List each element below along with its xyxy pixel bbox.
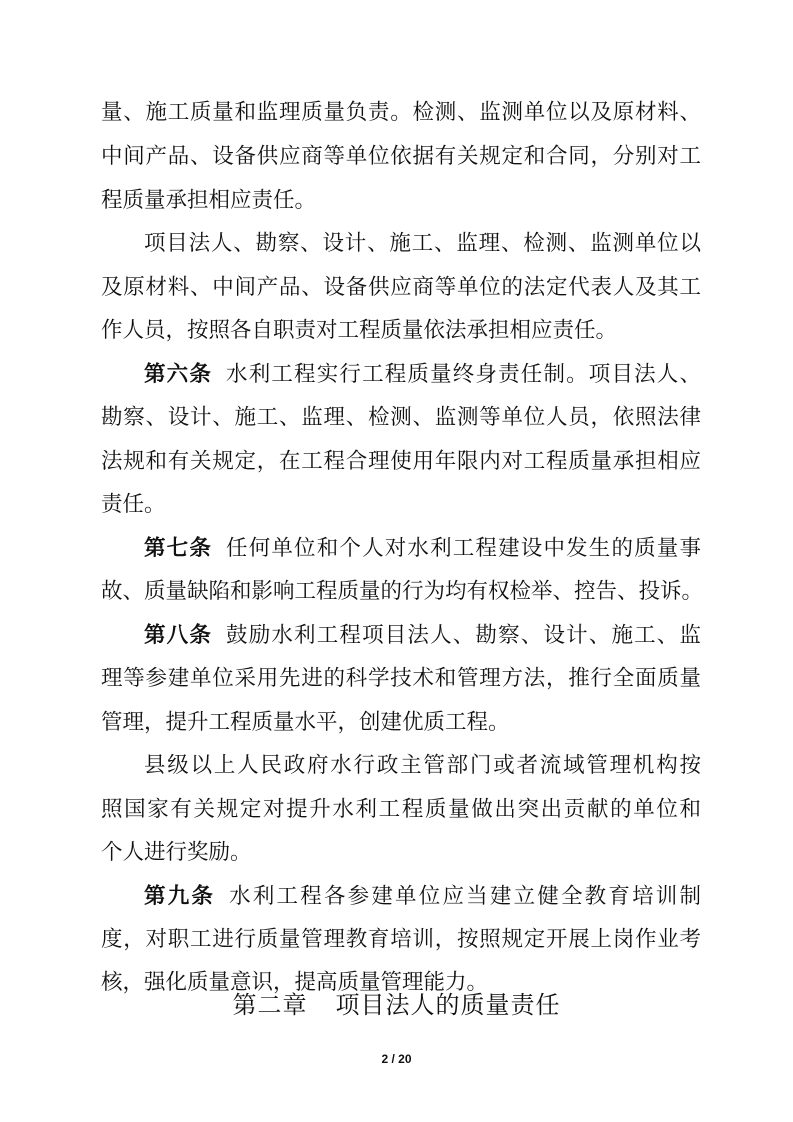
paragraph-line: 理等参建单位采用先进的科学技术和管理方法，推行全面质量 xyxy=(101,666,701,691)
paragraph-line: 作人员，按照各自职责对工程质量依法承担相应责任。 xyxy=(101,318,618,343)
article-9-heading: 第九条 xyxy=(144,884,216,909)
paragraph-line: 管理，提升工程质量水平，创建优质工程。 xyxy=(101,710,510,735)
article-8-line: 第八条 鼓励水利工程项目法人、勘察、设计、施工、监 xyxy=(144,623,701,648)
chapter-number: 第二章 xyxy=(232,991,308,1019)
article-7-heading: 第七条 xyxy=(144,536,213,561)
article-9-line: 第九条 水利工程各参建单位应当建立健全教育培训制 xyxy=(144,884,701,909)
article-7-line: 第七条 任何单位和个人对水利工程建设中发生的质量事 xyxy=(144,536,701,561)
paragraph-line: 责任。 xyxy=(101,492,166,517)
paragraph-line: 故、质量缺陷和影响工程质量的行为均有权检举、控告、投诉。 xyxy=(101,579,704,604)
paragraph-line: 度，对职工进行质量管理教育培训，按照规定开展上岗作业考 xyxy=(101,927,701,952)
paragraph-line: 县级以上人民政府水行政主管部门或者流域管理机构按 xyxy=(144,753,701,778)
paragraph-line: 中间产品、设备供应商等单位依据有关规定和合同，分别对工 xyxy=(101,144,701,169)
paragraph-line: 项目法人、勘察、设计、施工、监理、检测、监测单位以 xyxy=(144,231,701,256)
chapter-title: 项目法人的质量责任 xyxy=(335,991,561,1019)
paragraph-line: 及原材料、中间产品、设备供应商等单位的法定代表人及其工 xyxy=(101,275,701,300)
article-6-line: 第六条 水利工程实行工程质量终身责任制。项目法人、 xyxy=(144,362,701,387)
paragraph-line: 照国家有关规定对提升水利工程质量做出突出贡献的单位和 xyxy=(101,797,701,822)
paragraph-line: 量、施工质量和监理质量负责。检测、监测单位以及原材料、 xyxy=(101,100,701,125)
paragraph-line: 核，强化质量意识，提高质量管理能力。 xyxy=(101,970,489,995)
page-number: 2 / 20 xyxy=(381,1052,412,1066)
article-6-heading: 第六条 xyxy=(144,362,213,387)
paragraph-line: 程质量承担相应责任。 xyxy=(101,188,317,213)
chapter-heading xyxy=(0,985,793,1020)
paragraph-line: 法规和有关规定，在工程合理使用年限内对工程质量承担相应 xyxy=(101,449,701,474)
paragraph-line: 勘察、设计、施工、监理、检测、监测等单位人员，依照法律 xyxy=(101,405,701,430)
paragraph-line: 个人进行奖励。 xyxy=(101,840,252,865)
article-8-heading: 第八条 xyxy=(144,623,213,648)
